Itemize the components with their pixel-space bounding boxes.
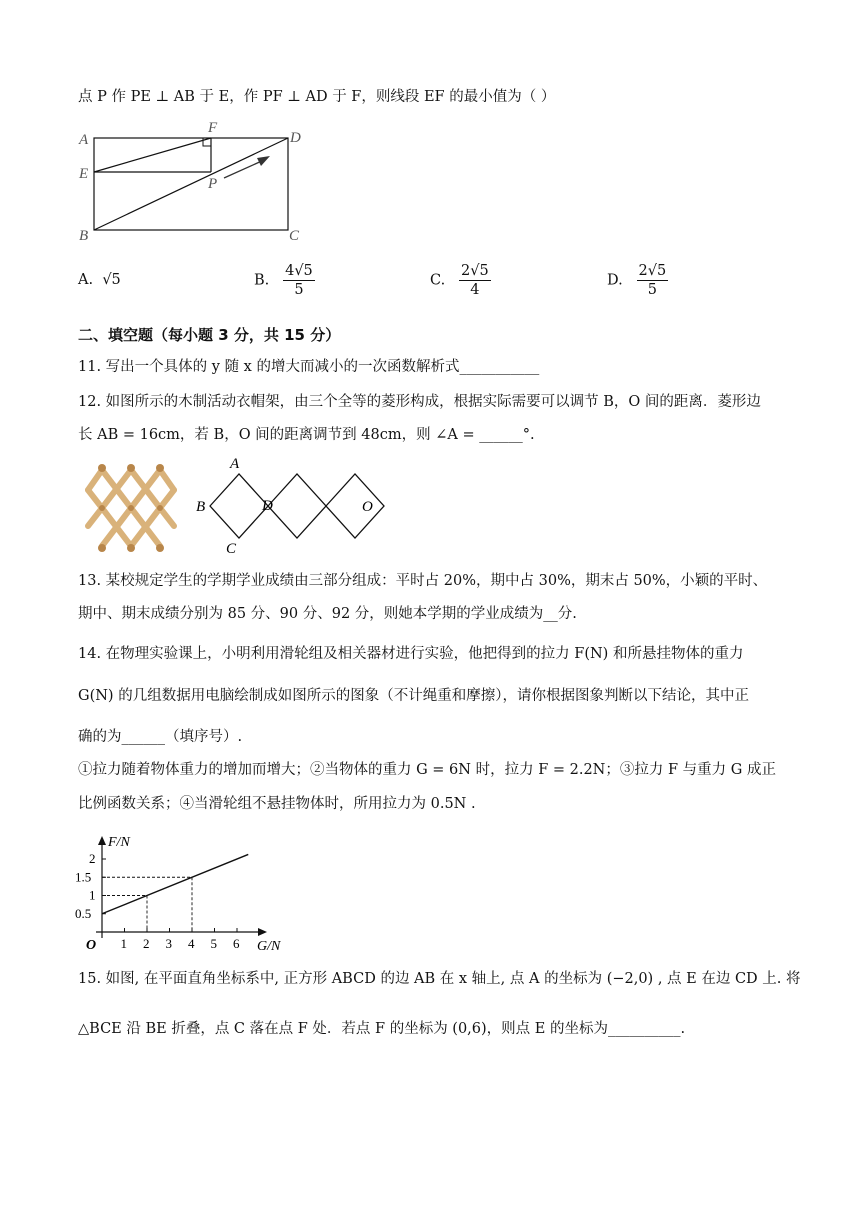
label-p: P xyxy=(208,176,218,192)
q13-line1: 13. 某校规定学生的学期学业成绩由三部分组成：平时占 20%，期中占 30%，期末占 50%，小颖的平时、 xyxy=(78,573,768,589)
y-axis-label: F/N xyxy=(108,835,130,851)
q14-chart xyxy=(74,822,294,954)
x-tick-label: 4 xyxy=(188,936,195,951)
q14-line5: 比例函数关系；④当滑轮组不悬挂物体时，所用拉力为 0.5N . xyxy=(78,796,476,812)
y-tick-label: 2 xyxy=(89,851,96,866)
x-tick-label: 2 xyxy=(143,936,150,951)
x-tick-label: 5 xyxy=(210,936,217,951)
y-axis-arrow xyxy=(98,836,106,845)
rhombus-label-d: D xyxy=(262,498,273,514)
rhombus-label-c: C xyxy=(226,541,237,557)
y-tick-label: 0.5 xyxy=(75,905,92,921)
q15-line1: 15. 如图, 在平面直角坐标系中, 正方形 ABCD 的边 AB 在 x 轴上, 点 A 的坐标为 (−2,0) , 点 E 在边 CD 上. 将 xyxy=(78,971,801,987)
q14-line4: ①拉力随着物体重力的增加而增大；②当物体的重力 G = 6N 时，拉力 F = 2.2N；③拉力 F 与重力 G 成正 xyxy=(78,762,776,778)
q13-line2: 期中、期末成绩分别为 85 分、90 分、92 分，则她本学期的学业成绩为__分. xyxy=(78,606,577,622)
label-b: B xyxy=(79,228,89,244)
option-b[interactable]: B. $\frac{4√5}{5}$ xyxy=(254,263,313,298)
x-tick-label: 1 xyxy=(120,936,127,951)
q12-line2: 长 AB = 16cm，若 B，O 间的距离调节到 48cm，则 ∠A = ______°. xyxy=(78,427,535,443)
label-a: A xyxy=(79,132,89,148)
q11-text: 11. 写出一个具体的 y 随 x 的增大而减小的一次函数解析式___________ xyxy=(78,359,540,375)
option-c[interactable]: C. $\frac{2√5}{4}$ xyxy=(430,263,489,298)
q10-figure xyxy=(74,116,314,246)
x-tick-label: 3 xyxy=(165,936,172,951)
x-axis-label: G/N xyxy=(257,939,281,954)
q14-line3: 确的为______（填序号）. xyxy=(78,729,243,745)
rhombus-label-a: A xyxy=(230,456,240,472)
y-tick-label: 1.5 xyxy=(75,869,92,885)
coat-rack-photo xyxy=(80,462,182,554)
x-tick-label: 6 xyxy=(233,936,240,951)
y-tick-label: 1 xyxy=(89,887,96,903)
label-f: F xyxy=(208,120,218,136)
q15-line2: △BCE 沿 BE 折叠，点 C 落在点 F 处．若点 F 的坐标为 (0,6)，则点 E 的坐标为__________. xyxy=(78,1021,686,1037)
label-c: C xyxy=(289,228,300,244)
q14-line2: G(N) 的几组数据用电脑绘制成如图所示的图象（不计绳重和摩擦），请你根据图象判断以下结论，其中正 xyxy=(78,688,749,704)
section-title: 二、填空题（每小题 3 分，共 15 分） xyxy=(78,326,341,344)
q14-line1: 14. 在物理实验课上，小明利用滑轮组及相关器材进行实验，他把得到的拉力 F(N) 和所悬挂物体的重力 xyxy=(78,646,744,662)
origin-label: O xyxy=(86,938,97,953)
label-d: D xyxy=(290,130,301,146)
option-d[interactable]: D. $\frac{2√5}{5}$ xyxy=(607,263,667,298)
option-a[interactable]: A. √5 xyxy=(78,272,121,288)
label-e: E xyxy=(79,166,89,182)
rhombus-label-o: O xyxy=(362,499,373,515)
x-axis-arrow xyxy=(258,928,267,936)
q12-rhombus-figure xyxy=(190,452,390,558)
rhombus-label-b: B xyxy=(196,499,206,515)
series-line xyxy=(102,854,248,913)
q10-tail: 点 P 作 PE ⊥ AB 于 E，作 PF ⊥ AD 于 F，则线段 EF 的最小值为（ ） xyxy=(78,89,556,105)
q12-line1: 12. 如图所示的木制活动衣帽架，由三个全等的菱形构成，根据实际需要可以调节 B，O 间的距离．菱形边 xyxy=(78,394,761,410)
